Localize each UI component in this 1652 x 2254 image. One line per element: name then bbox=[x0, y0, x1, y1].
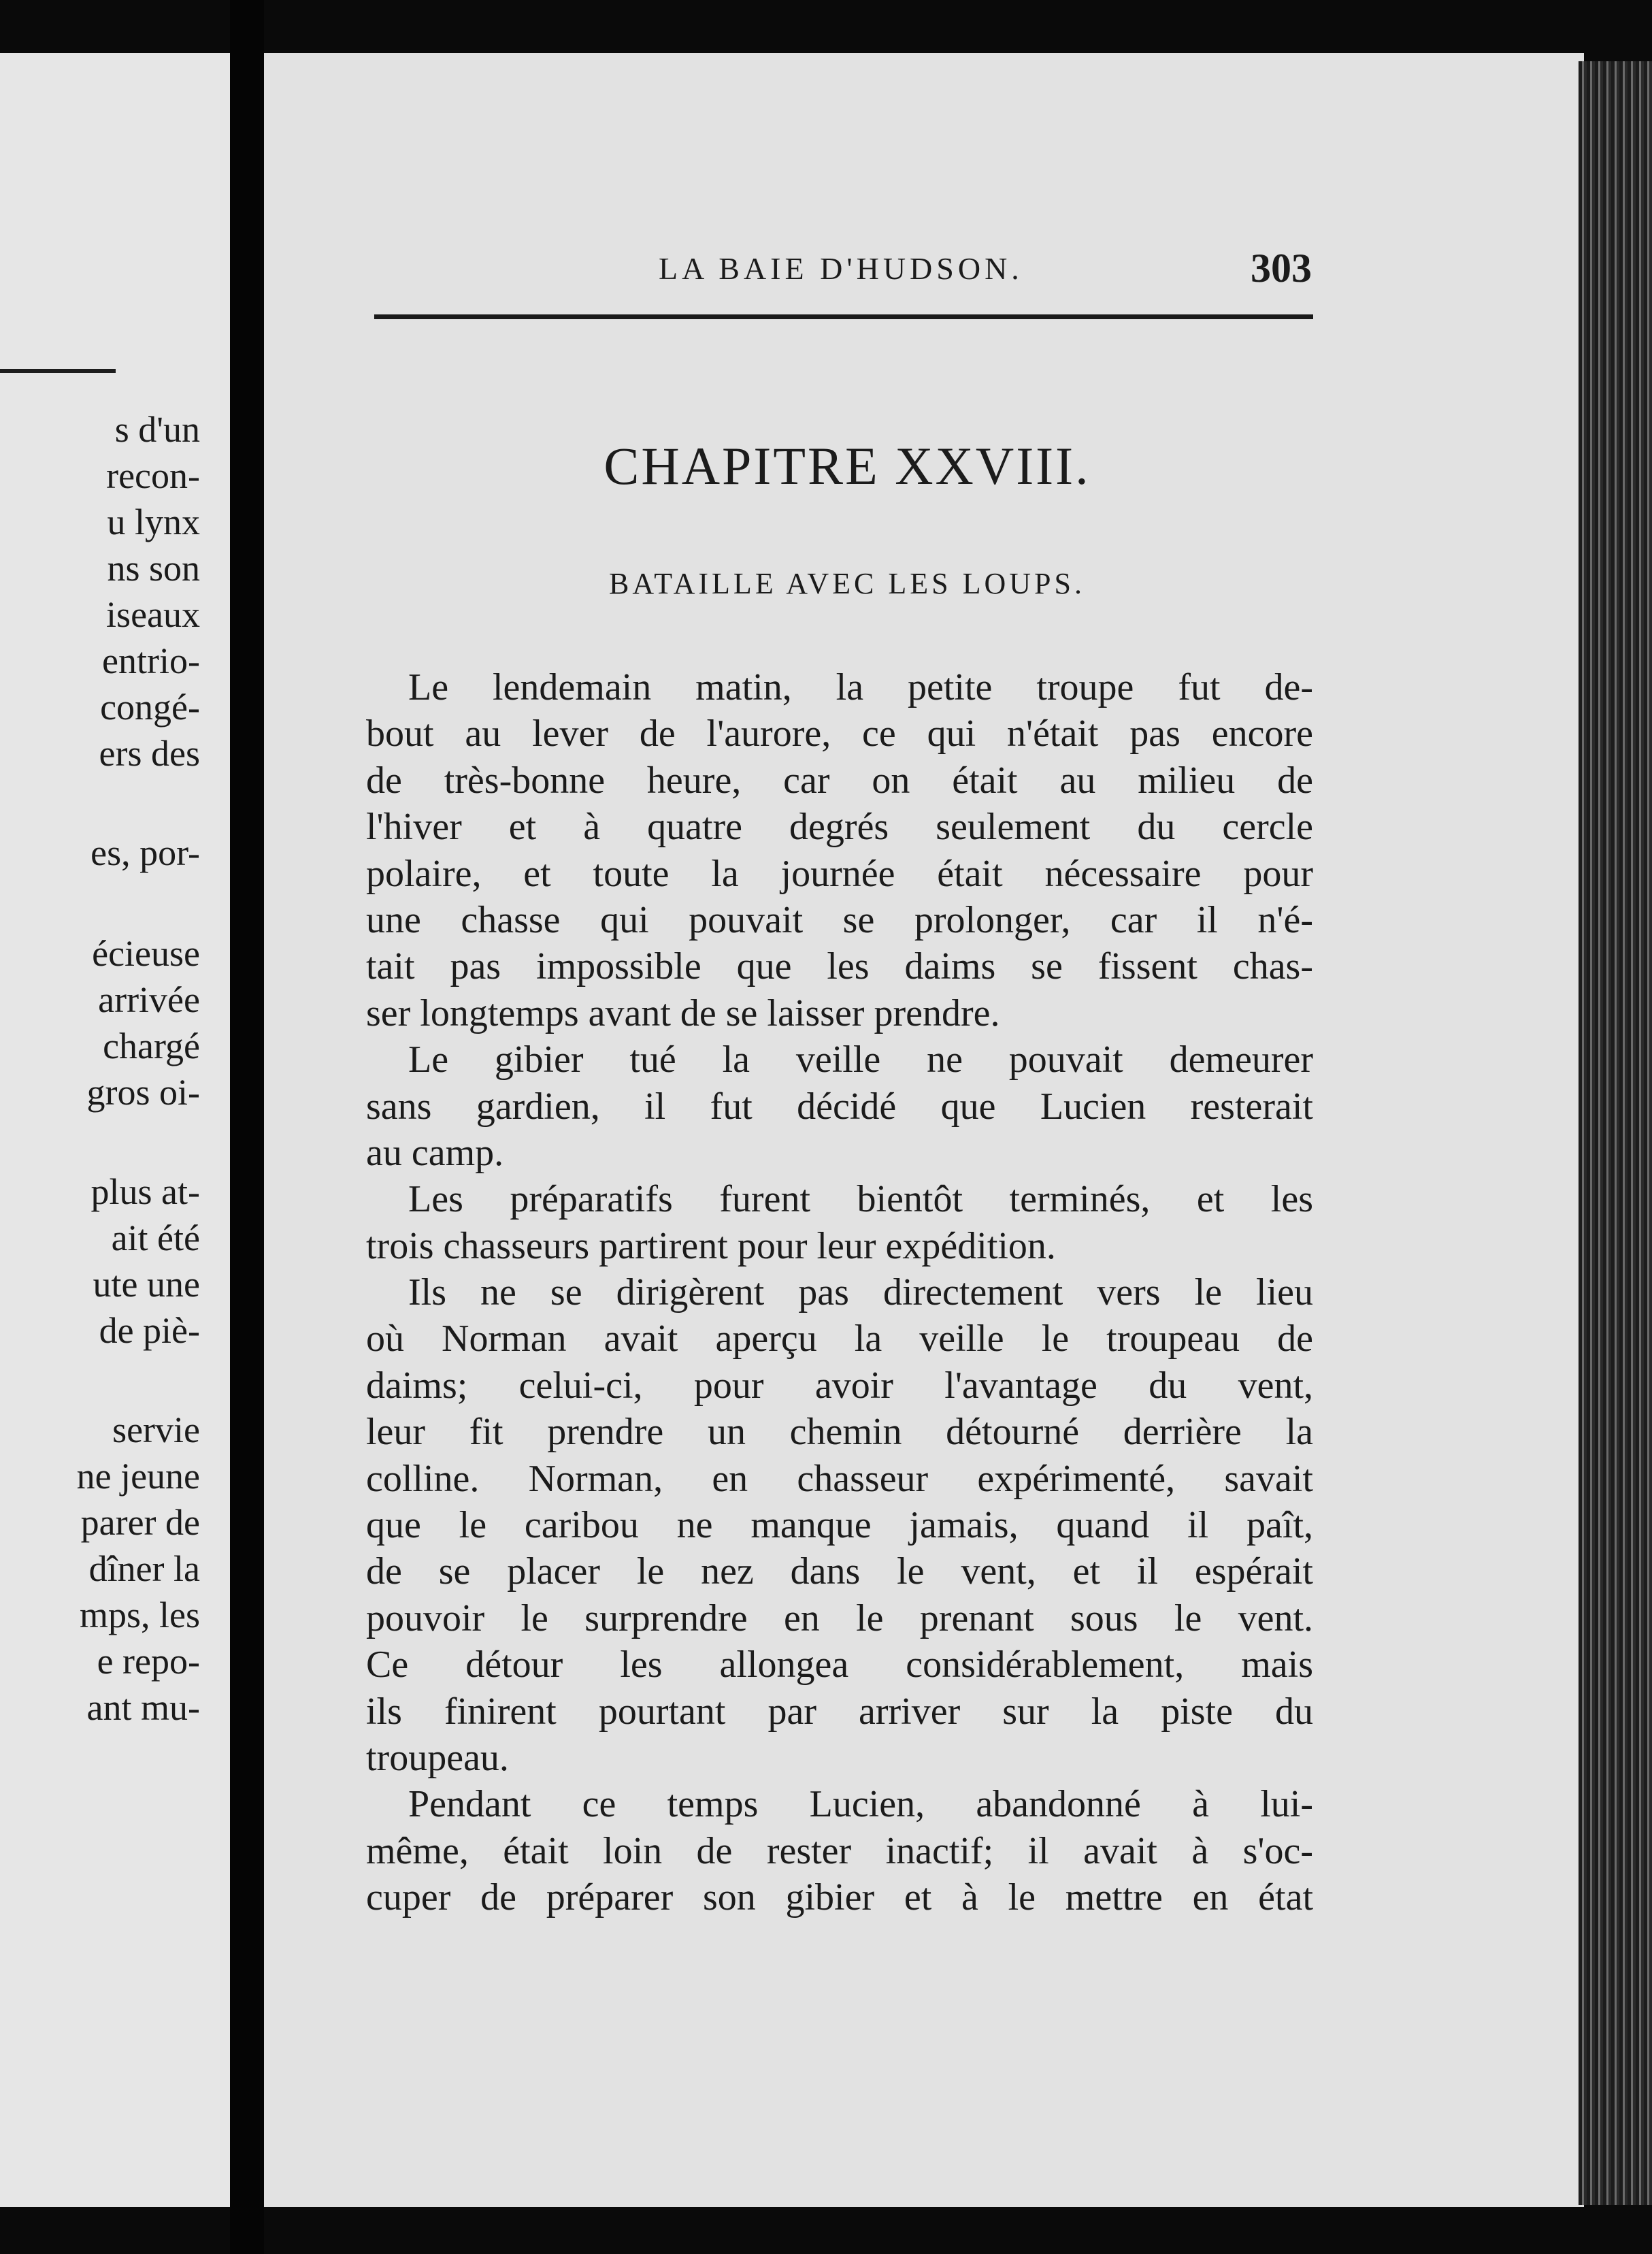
page-edges bbox=[1579, 61, 1652, 2205]
text-line: tait pas impossible que les daims se fissent chas- bbox=[366, 945, 1313, 988]
text-line: même, était loin de rester inactif; il avait à s'oc- bbox=[366, 1829, 1313, 1872]
text-line: servie bbox=[112, 1409, 200, 1450]
text-line: sans gardien, il fut décidé que Lucien resterait bbox=[366, 1085, 1313, 1128]
text-line: où Norman avait aperçu la veille le troupeau de bbox=[366, 1318, 1313, 1360]
text-line: e repo- bbox=[97, 1641, 200, 1682]
text-line: de piè- bbox=[99, 1310, 200, 1351]
text-line: au camp. bbox=[366, 1131, 504, 1174]
text-line: écieuse bbox=[92, 933, 200, 974]
chapter-title: CHAPITRE XXVIII. bbox=[604, 436, 1091, 495]
text-line: ils finirent pourtant par arriver sur la piste du bbox=[366, 1690, 1313, 1733]
text-line: ers des bbox=[99, 733, 200, 774]
text-line: polaire, et toute la journée était nécessaire pour bbox=[366, 852, 1313, 895]
running-header bbox=[393, 246, 1312, 298]
text-line: de se placer le nez dans le vent, et il espérait bbox=[366, 1550, 1313, 1593]
text-line: colline. Norman, en chasseur expérimenté, savait bbox=[366, 1457, 1313, 1500]
text-line: mps, les bbox=[79, 1595, 200, 1635]
text-line: ait été bbox=[111, 1218, 200, 1258]
page-number: 303 bbox=[1251, 246, 1312, 291]
text-line: l'hiver et à quatre degrés seulement du cercle bbox=[366, 806, 1313, 849]
book-gutter bbox=[230, 0, 264, 2254]
chapter-subtitle: BATAILLE AVEC LES LOUPS. bbox=[609, 567, 1085, 600]
text-line: une chasse qui pouvait se prolonger, car il n'é- bbox=[366, 898, 1313, 941]
text-line: cuper de préparer son gibier et à le mettre en état bbox=[366, 1876, 1313, 1919]
text-line: s d'un bbox=[114, 409, 200, 450]
text-line: ute une bbox=[93, 1264, 200, 1305]
text-line: daims; celui-ci, pour avoir l'avantage du vent, bbox=[366, 1364, 1313, 1407]
text-line: recon- bbox=[106, 455, 200, 496]
chapter-body bbox=[366, 664, 1313, 1921]
text-line: entrio- bbox=[102, 640, 200, 681]
text-line: troupeau. bbox=[366, 1736, 509, 1779]
header-rule bbox=[374, 314, 1313, 319]
text-line: leur fit prendre un chemin détourné derrière la bbox=[366, 1411, 1313, 1454]
text-line: plus at- bbox=[90, 1171, 200, 1212]
text-line: que le caribou ne manque jamais, quand il paît, bbox=[366, 1504, 1313, 1547]
text-line: ns son bbox=[107, 548, 200, 589]
text-line: pouvoir le surprendre en le prenant sous le vent. bbox=[366, 1597, 1313, 1639]
text-line: ant mu- bbox=[86, 1687, 200, 1728]
text-line: Pendant ce temps Lucien, abandonné à lui- bbox=[408, 1783, 1313, 1826]
text-line: Les préparatifs furent bientôt terminés, et les bbox=[408, 1178, 1313, 1221]
text-line: ser longtemps avant de se laisser prendre. bbox=[366, 992, 1000, 1034]
text-line: iseaux bbox=[106, 594, 200, 635]
text-line: chargé bbox=[103, 1026, 200, 1066]
previous-page-fragment bbox=[0, 53, 230, 2207]
text-line: Ce détour les allongea considérablement, mais bbox=[366, 1644, 1313, 1686]
text-line: arrivée bbox=[98, 979, 200, 1020]
text-line: Le gibier tué la veille ne pouvait demeurer bbox=[408, 1039, 1313, 1081]
running-title: LA BAIE D'HUDSON. bbox=[659, 251, 1023, 286]
text-line: congé- bbox=[100, 687, 200, 728]
text-line: Ils ne se dirigèrent pas directement vers le lieu bbox=[408, 1271, 1313, 1314]
text-line: de très-bonne heure, car on était au milieu de bbox=[366, 759, 1313, 802]
text-line: gros oi- bbox=[86, 1072, 200, 1113]
text-line: trois chasseurs partirent pour leur expédition. bbox=[366, 1224, 1056, 1267]
text-line: u lynx bbox=[107, 502, 200, 542]
text-line: es, por- bbox=[90, 832, 200, 873]
text-line: Le lendemain matin, la petite troupe fut de- bbox=[408, 666, 1313, 708]
previous-page-rule bbox=[0, 369, 116, 373]
text-line: parer de bbox=[80, 1502, 200, 1543]
text-line: ne jeune bbox=[76, 1456, 200, 1497]
text-line: bout au lever de l'aurore, ce qui n'était pas encore bbox=[366, 713, 1313, 755]
text-line: dîner la bbox=[88, 1548, 200, 1589]
